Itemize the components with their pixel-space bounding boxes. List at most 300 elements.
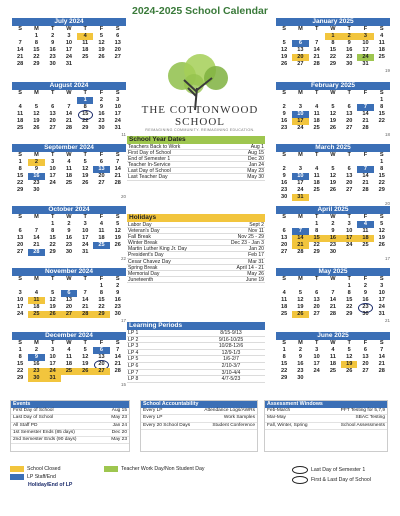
day-cell: 21	[378, 361, 385, 367]
day-cell	[45, 283, 61, 290]
day-cell: 25	[65, 180, 73, 186]
day-cell: 17	[114, 111, 121, 117]
day-cell: 9	[99, 104, 104, 110]
day-cell: 25	[61, 368, 77, 375]
day-cell	[276, 283, 292, 290]
event-row	[11, 437, 129, 444]
day-cell: 12	[329, 111, 337, 117]
day-cell: 3	[380, 283, 384, 289]
legend-workday	[104, 466, 205, 472]
day-cell	[12, 221, 28, 228]
holiday-row-label: Veteran's Day	[128, 228, 160, 235]
school-name: THE COTTONWOOD SCHOOL	[141, 104, 259, 128]
weekday-label: T	[314, 152, 319, 158]
day-cell	[61, 97, 77, 104]
day-cell: 14	[114, 166, 121, 172]
event-row-value: Dec 20	[111, 429, 127, 435]
school-year-dates-heading: School Year Dates	[127, 136, 265, 144]
holiday-row-label: Cesar Chavez Day	[128, 258, 171, 265]
day-cell: 25	[28, 311, 44, 318]
school-day-count: 19	[384, 68, 390, 73]
day-cell	[374, 125, 390, 132]
day-cell	[325, 194, 341, 201]
day-cell: 1	[18, 347, 22, 353]
weekday-label: F	[99, 276, 104, 282]
day-cell: 31	[114, 125, 121, 131]
day-cell	[309, 97, 325, 104]
day-cell	[77, 61, 93, 68]
day-cell: 19	[329, 118, 337, 124]
day-cell: 3	[18, 290, 22, 296]
day-cell	[325, 375, 341, 382]
day-cell: 10	[346, 228, 353, 234]
day-cell: 28	[65, 125, 73, 131]
day-cell: 29	[82, 125, 89, 131]
day-cell: 17	[65, 47, 73, 53]
school-year-date-row-label: Last Day of School	[128, 168, 171, 175]
day-cell: 22	[33, 54, 40, 60]
day-cell: 8	[315, 228, 319, 234]
week-row	[276, 54, 390, 61]
school-tagline: REIMAGINING COMMUNITY. REIMAGINING EDUCATION.	[145, 128, 255, 132]
event-row	[11, 423, 129, 430]
event-row-label: First Day of School	[13, 408, 54, 413]
month-apr	[276, 206, 390, 261]
legend-closed	[10, 466, 60, 472]
weekday-label: T	[50, 152, 55, 158]
day-cell	[45, 187, 61, 194]
event-row-label: 1st Semester Ends (85 days)	[13, 429, 75, 435]
day-cell: 9	[331, 228, 335, 234]
day-cell: 14	[378, 354, 385, 360]
week-row	[12, 173, 126, 180]
day-cell: 6	[18, 228, 22, 234]
day-cell: 15	[77, 111, 93, 118]
day-cell: 4	[380, 33, 384, 39]
day-cell: 1	[18, 159, 22, 165]
event-row	[11, 415, 129, 422]
day-cell: 30	[49, 61, 56, 67]
holiday-row-value: Sept 2	[249, 222, 264, 228]
week-row	[276, 221, 390, 228]
weekday-label: F	[99, 90, 104, 96]
month-aug	[12, 82, 126, 137]
school-year-date-row-value: May 30	[247, 174, 264, 181]
assessment-row-label: Fall, Winter, Spring	[267, 422, 308, 428]
day-cell: 22	[281, 368, 288, 374]
day-cell: 8	[18, 166, 22, 172]
day-cell: 9	[67, 228, 71, 234]
day-cell: 6	[51, 104, 55, 110]
week-row	[12, 311, 126, 318]
week-row	[276, 375, 390, 382]
day-cell: 31	[82, 249, 89, 255]
weekday-label: W	[66, 340, 72, 346]
day-cell: 4	[331, 347, 335, 353]
day-cell: 8	[380, 166, 384, 172]
learning-period-row	[127, 350, 265, 357]
day-cell: 17	[17, 304, 24, 310]
day-cell	[357, 159, 373, 166]
day-cell: 6	[93, 347, 109, 354]
weekday-label: S	[115, 276, 120, 282]
day-cell: 22	[82, 118, 89, 124]
weekday-label: T	[314, 276, 319, 282]
week-row	[12, 111, 126, 118]
day-cell: 26	[82, 180, 89, 186]
day-cell: 26	[329, 187, 337, 193]
weekday-label: S	[282, 276, 286, 282]
day-cell: 19	[82, 361, 89, 367]
learning-periods-heading: Learning Periods	[127, 322, 265, 330]
day-cell: 5	[51, 290, 55, 296]
learning-period-row-label: LP 6	[128, 362, 139, 369]
day-cell: 29	[313, 249, 320, 255]
month-jan	[276, 18, 390, 73]
accountability-heading: School Accountability	[141, 401, 257, 408]
day-cell: 9	[116, 290, 120, 296]
day-cell: 1	[34, 33, 38, 39]
day-cell: 16	[325, 235, 341, 242]
day-cell	[374, 61, 390, 68]
weekday-label: S	[379, 26, 384, 32]
month-dec	[12, 332, 126, 387]
week-row	[276, 283, 390, 290]
day-cell: 10	[65, 40, 73, 46]
school-year-date-row-label: Teachers Back to Work	[128, 144, 181, 150]
school-year-date-row-label: Teacher In-Service	[128, 162, 171, 169]
month-jul	[12, 18, 126, 68]
day-cell: 27	[362, 368, 369, 374]
day-cell: 8	[18, 354, 22, 360]
day-cell: 11	[98, 228, 105, 234]
day-cell: 2	[99, 97, 104, 103]
day-cell: 13	[49, 111, 56, 117]
day-cell: 7	[292, 228, 308, 235]
week-row	[12, 228, 126, 235]
day-cell: 8	[99, 290, 104, 296]
day-cell: 14	[329, 297, 337, 303]
school-year-dates-panel	[127, 136, 265, 181]
month-header: May 2025	[276, 268, 390, 276]
month-header: July 2024	[12, 18, 126, 26]
month-header: February 2025	[276, 82, 390, 90]
day-cell: 29	[33, 61, 40, 67]
school-day-count: 17	[384, 256, 390, 261]
weekday-label: W	[66, 214, 72, 220]
day-cell: 23	[65, 242, 73, 248]
learning-period-row-value: 8/15-9/13	[220, 330, 242, 336]
holiday-row-label: Labor Day	[128, 222, 152, 228]
day-cell: 2	[34, 347, 38, 353]
day-cell: 25	[93, 242, 109, 249]
week-row	[12, 347, 126, 354]
week-row	[12, 54, 126, 61]
weekday-label: M	[34, 152, 39, 158]
day-cell: 2	[341, 33, 357, 40]
holiday-row-value: Nov 25 - 29	[237, 234, 264, 241]
day-cell: 22	[313, 242, 320, 248]
weekday-label: F	[363, 214, 368, 220]
day-cell: 3	[298, 166, 302, 172]
day-cell: 12	[378, 228, 385, 234]
day-cell: 2	[282, 104, 286, 110]
day-cell: 30	[362, 311, 369, 317]
weekday-label: M	[298, 340, 303, 346]
day-cell: 9	[34, 166, 38, 172]
legend-firstlast	[292, 476, 371, 484]
day-cell: 12	[82, 166, 89, 172]
holiday-row-value: June 19	[245, 276, 264, 283]
day-cell	[93, 61, 109, 68]
month-header: August 2024	[12, 82, 126, 90]
day-cell: 4	[77, 33, 93, 40]
day-cell: 31	[45, 375, 61, 382]
day-cell	[325, 283, 341, 290]
day-cell: 4	[315, 104, 319, 110]
day-cell: 11	[82, 40, 89, 46]
week-row	[276, 33, 390, 40]
weekday-label: S	[115, 214, 120, 220]
school-year-date-row-value: Aug 1	[250, 144, 264, 150]
day-cell	[357, 375, 373, 382]
day-cell: 8	[83, 104, 87, 110]
day-cell: 18	[281, 304, 288, 310]
week-row	[12, 354, 126, 361]
month-jun	[276, 332, 390, 382]
weekday-label: T	[50, 26, 55, 32]
day-cell: 13	[281, 235, 288, 241]
weekday-label: S	[18, 152, 22, 158]
day-cell: 12	[49, 297, 56, 303]
month-header: December 2024	[12, 332, 126, 340]
holiday-row-label: Juneteenth	[128, 276, 154, 283]
weekday-label: S	[18, 90, 22, 96]
day-cell: 9	[282, 173, 286, 179]
day-cell: 29	[17, 375, 24, 381]
day-cell	[309, 159, 325, 166]
day-cell: 6	[61, 290, 77, 297]
day-cell: 14	[82, 297, 89, 303]
day-cell: 11	[313, 173, 320, 179]
day-cell: 13	[362, 354, 369, 360]
learning-period-row-value: 2/10-3/7	[221, 362, 241, 369]
day-cell: 18	[65, 173, 73, 179]
weekday-label: M	[298, 152, 303, 158]
day-cell: 13	[346, 173, 353, 179]
day-cell: 16	[297, 361, 304, 367]
learning-period-row	[127, 337, 265, 344]
day-cell	[309, 194, 325, 201]
day-cell: 10	[114, 104, 121, 110]
events-heading: Events	[11, 401, 129, 408]
day-cell: 7	[116, 159, 120, 165]
holiday-row-value: Dec 23 - Jan 3	[230, 240, 264, 247]
weekday-label: M	[298, 276, 303, 282]
staff-swatch	[10, 474, 24, 480]
day-cell: 23	[281, 125, 288, 131]
event-row-label: 2nd Semester Ends (90 days)	[13, 437, 77, 443]
day-cell: 11	[329, 354, 336, 360]
school-year-date-row-value: Jan 24	[248, 162, 264, 169]
day-cell: 23	[33, 180, 40, 186]
day-cell: 19	[49, 304, 56, 310]
day-cell: 25	[281, 311, 288, 317]
day-cell: 13	[114, 40, 121, 46]
day-cell	[77, 375, 93, 382]
learning-period-row-label: LP 3	[128, 343, 139, 350]
day-cell: 3	[67, 33, 71, 39]
day-cell: 7	[357, 104, 373, 111]
week-row	[276, 104, 390, 111]
month-may	[276, 268, 390, 323]
week-row	[276, 242, 390, 249]
day-cell: 20	[65, 304, 73, 310]
day-cell: 23	[49, 54, 56, 60]
day-cell: 20	[362, 361, 369, 367]
weekday-label: S	[379, 214, 384, 220]
day-cell: 8	[331, 40, 335, 46]
day-cell: 15	[17, 361, 24, 367]
day-cell	[341, 159, 357, 166]
day-cell: 8	[282, 354, 286, 360]
weekday-label: M	[34, 214, 39, 220]
day-cell: 6	[315, 290, 319, 296]
day-cell	[110, 375, 126, 382]
day-cell: 1	[99, 283, 104, 289]
day-cell	[341, 375, 357, 382]
day-cell: 24	[297, 125, 304, 131]
week-row	[12, 33, 126, 40]
day-cell: 20	[114, 47, 121, 53]
day-cell: 21	[362, 118, 369, 124]
day-cell: 1	[347, 283, 351, 289]
day-cell: 14	[114, 354, 121, 360]
weekday-label: W	[66, 276, 72, 282]
school-year-date-row-value: Dec 20	[247, 156, 264, 163]
day-cell: 14	[17, 47, 24, 53]
week-row	[12, 304, 126, 311]
day-cell: 28	[77, 311, 93, 318]
accountability-row-value: Student Conference	[212, 422, 255, 428]
learning-period-row-label: LP 2	[128, 336, 139, 343]
day-cell: 7	[357, 166, 373, 173]
day-cell: 13	[98, 354, 105, 360]
school-logo-text	[132, 104, 268, 132]
day-cell: 12	[297, 297, 304, 303]
day-cell	[276, 97, 292, 104]
day-cell: 18	[82, 47, 89, 53]
week-row	[276, 40, 390, 47]
weekday-label: S	[18, 276, 22, 282]
holidays-heading: Holidays	[127, 214, 265, 222]
month-header: November 2024	[12, 268, 126, 276]
accountability-row-value: Work Samples	[223, 415, 255, 421]
day-cell: 23	[357, 304, 373, 311]
weekday-label: F	[99, 214, 104, 220]
school-day-count: 11	[121, 132, 126, 137]
day-cell: 5	[331, 104, 335, 110]
day-cell: 16	[28, 173, 44, 180]
month-header: April 2025	[276, 206, 390, 214]
weekday-label: T	[50, 340, 55, 346]
legend-holiday	[28, 482, 72, 488]
weekday-label: M	[34, 276, 39, 282]
day-cell: 4	[282, 290, 286, 296]
day-cell: 20	[98, 173, 105, 179]
day-cell: 26	[378, 242, 385, 248]
day-cell: 1	[380, 97, 384, 103]
day-cell	[28, 97, 44, 104]
day-cell	[276, 159, 292, 166]
weekday-label: T	[83, 152, 87, 158]
school-year-date-row-label: First Day of School	[128, 150, 172, 157]
day-cell: 16	[362, 297, 369, 303]
day-cell	[325, 159, 341, 166]
day-cell: 15	[346, 297, 353, 303]
day-cell: 12	[82, 354, 89, 360]
day-cell: 5	[34, 104, 38, 110]
day-cell: 5	[116, 221, 120, 227]
day-cell: 28	[114, 180, 121, 186]
day-cell: 14	[33, 235, 40, 241]
week-row	[12, 104, 126, 111]
day-cell: 18	[357, 235, 373, 242]
day-cell: 31	[65, 61, 73, 67]
week-row	[12, 361, 126, 368]
day-cell: 23	[98, 118, 105, 124]
day-cell: 22	[378, 118, 385, 124]
school-day-count: 20	[384, 201, 390, 206]
day-cell: 11	[281, 297, 288, 303]
day-cell: 7	[67, 104, 71, 110]
workday-swatch	[104, 466, 118, 472]
day-cell: 3	[116, 97, 120, 103]
day-cell: 28	[114, 368, 121, 374]
day-cell: 3	[83, 221, 87, 227]
day-cell: 11	[17, 111, 24, 117]
learning-period-row-label: LP 8	[128, 376, 139, 383]
accountability-row	[141, 415, 257, 422]
day-cell: 5	[282, 40, 286, 46]
day-cell: 15	[281, 361, 288, 367]
day-cell: 27	[114, 54, 121, 60]
day-cell: 2	[116, 283, 120, 289]
day-cell: 20	[49, 118, 56, 124]
event-row-value: May 23	[111, 415, 127, 421]
day-cell	[61, 375, 77, 382]
weekday-row	[276, 26, 390, 33]
week-row	[12, 221, 126, 228]
day-cell: 6	[292, 40, 308, 47]
week-row	[276, 368, 390, 375]
events-box	[10, 400, 130, 452]
day-cell	[276, 33, 292, 40]
day-cell: 24	[313, 368, 320, 374]
weekday-label: T	[347, 276, 351, 282]
day-cell: 25	[313, 125, 320, 131]
day-cell	[357, 249, 373, 256]
day-cell	[12, 33, 28, 40]
legend-workday-label: Teacher Work Day/Non Student Day	[121, 466, 205, 472]
day-cell: 25	[362, 242, 369, 248]
day-cell: 4	[18, 104, 22, 110]
assessment-row-value: School Assessments	[340, 422, 385, 428]
week-row	[276, 159, 390, 166]
day-cell: 2	[298, 347, 302, 353]
weekday-row	[276, 214, 390, 221]
day-cell	[374, 249, 390, 256]
